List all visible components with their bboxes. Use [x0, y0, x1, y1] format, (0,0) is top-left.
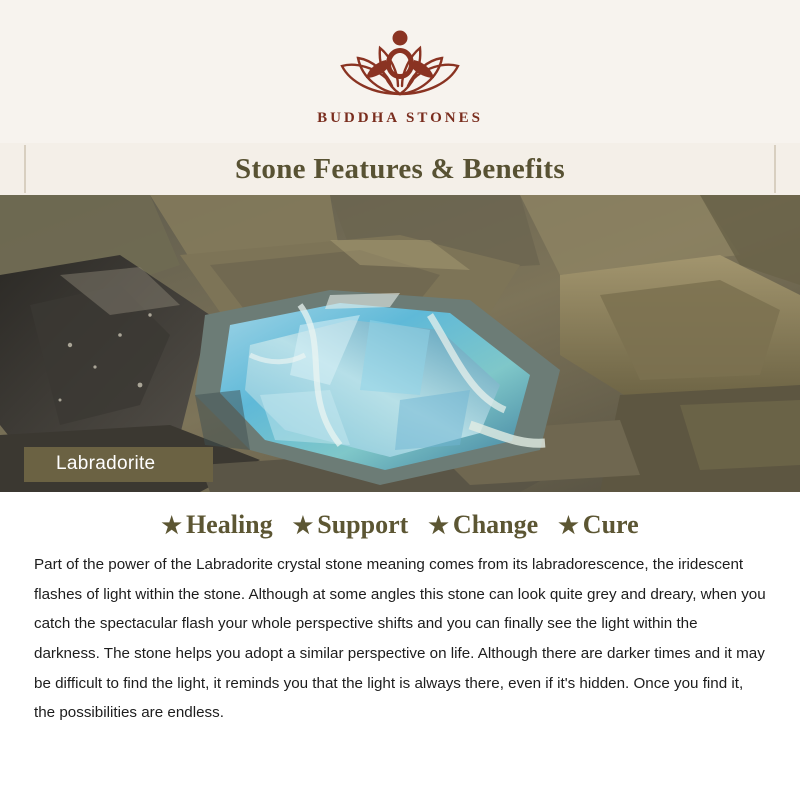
benefit-item [293, 510, 409, 540]
benefit-item [428, 510, 538, 540]
benefit-label: Cure [582, 510, 639, 539]
brand-name: BUDDHA STONES [317, 110, 483, 126]
star-icon: ★ [292, 512, 314, 538]
benefit-item [558, 510, 638, 540]
benefit-label: Healing [185, 510, 273, 539]
benefit-label: Support [317, 510, 409, 539]
benefit-item [161, 510, 272, 540]
description-paragraph: Part of the power of the Labradorite crystal stone meaning comes from its labradorescence, the iridescent flashes of light within the stone. Although at some angles this stone can look quite grey and dreary, when you catch the spectacular flash your whole perspective shifts and you can finally see the light within the darkness. The stone helps you adopt a similar perspective on life. Although there are darker times and it may be difficult to find the light, it reminds you that the light is always there, even if it's hidden. Once you find it, the possibilities are endless. [34, 556, 766, 722]
lotus-meditation-icon [310, 22, 490, 108]
star-icon: ★ [558, 512, 579, 538]
section-title-band [0, 143, 800, 195]
brand-header [0, 0, 800, 143]
content-body [0, 492, 800, 800]
stone-name-label: Labradorite [24, 447, 213, 482]
star-icon: ★ [428, 512, 449, 538]
page-title: Stone Features & Benefits [235, 152, 565, 185]
star-icon: ★ [161, 512, 182, 538]
benefits-row [34, 510, 766, 540]
benefit-label: Change [452, 510, 539, 539]
stone-photo [0, 195, 800, 492]
